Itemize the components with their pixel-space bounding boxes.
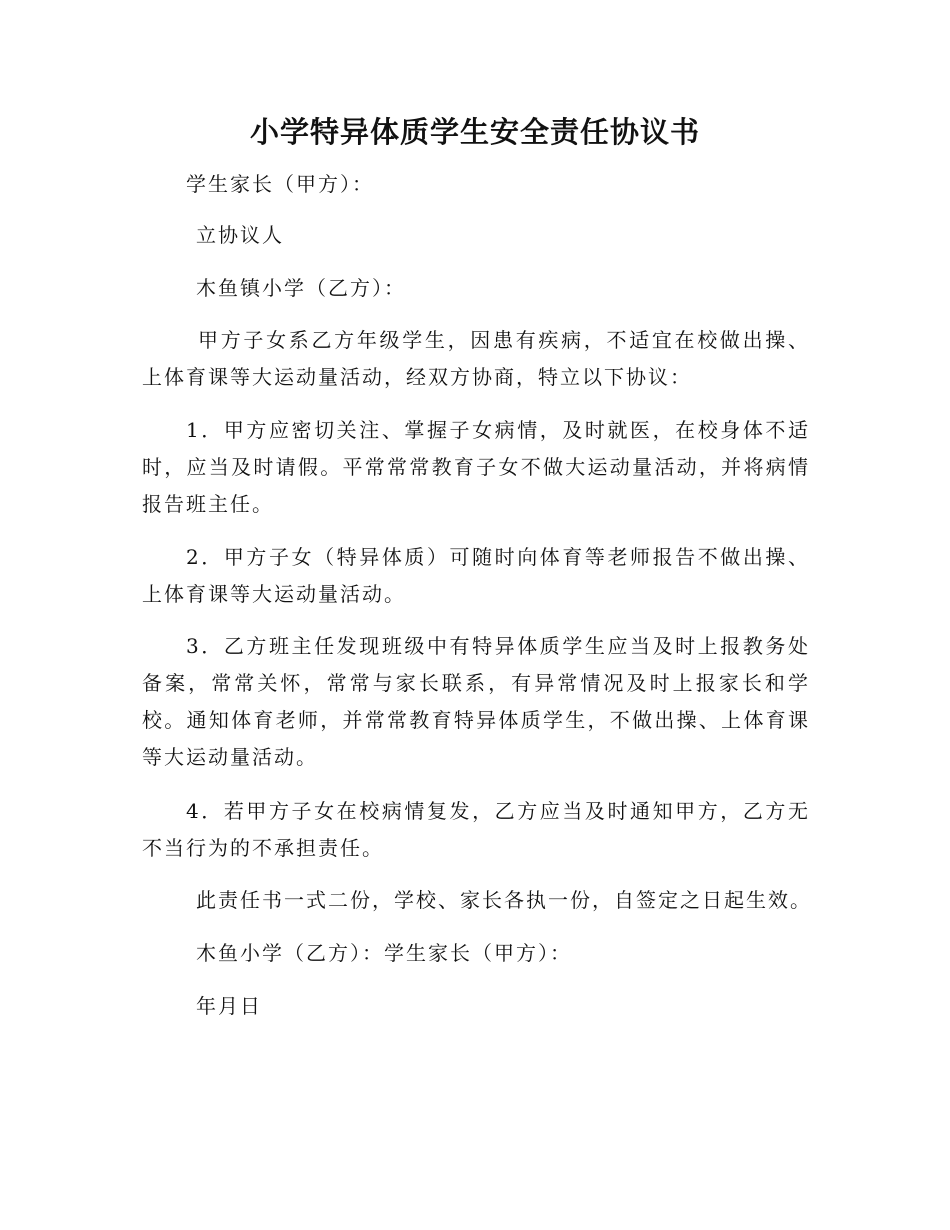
party-a-label: 学生家长（甲方）： (186, 172, 374, 196)
clause-1: 1．甲方应密切关注、掌握子女病情，及时就医，在校身体不适时，应当及时请假。平常常常教育子女不做大运动量活动，并将病情报告班主任。 (142, 418, 810, 516)
document-title: 小学特异体质学生安全责任协议书 (249, 115, 700, 149)
clause-4: 4．若甲方子女在校病情复发，乙方应当及时通知甲方，乙方无不当行为的不承担责任。 (142, 799, 810, 860)
clause-2: 2．甲方子女（特异体质）可随时向体育等老师报告不做出操、上体育课等大运动量活动。 (142, 545, 810, 606)
closing-statement: 此责任书一式二份，学校、家长各执一份，自签定之日起生效。 (196, 888, 812, 912)
signature-line: 木鱼小学（乙方）：学生家长（甲方）： (196, 941, 572, 965)
signatory-line: 立协议人 (196, 223, 284, 247)
intro-paragraph: 甲方子女系乙方年级学生，因患有疾病，不适宜在校做出操、上体育课等大运动量活动，经双方协商，特立以下协议： (142, 328, 810, 389)
clause-3: 3．乙方班主任发现班级中有特异体质学生应当及时上报教务处备案，常常关怀，常常与家长联系，有异常情况及时上报家长和学校。通知体育老师，并常常教育特异体质学生，不做出操、上体育课等大运动量活动。 (142, 634, 810, 769)
party-b-label: 木鱼镇小学（乙方）： (196, 276, 406, 300)
date-line: 年月日 (196, 994, 262, 1018)
